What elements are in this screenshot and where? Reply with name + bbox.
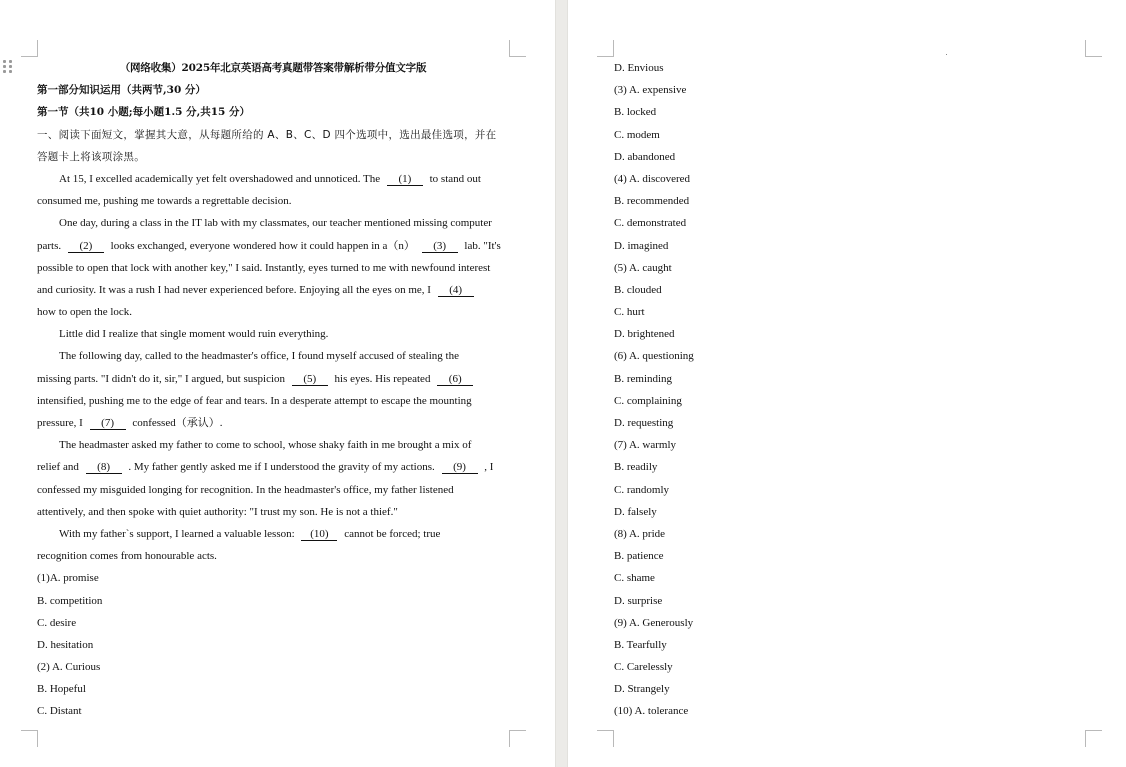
option-item: (2) A. Curious [37, 661, 101, 674]
blank-4: (4) [438, 284, 474, 297]
option-item: D. abandoned [614, 150, 676, 163]
blank-2: (2) [68, 240, 104, 253]
option-item: (1)A. promise [37, 572, 99, 585]
passage-line [37, 368, 509, 390]
passage-text: , I [484, 461, 494, 474]
instructions-line-1: 一、阅读下面短文，掌握其大意，从每题所给的 A、B、C、D 四个选项中，选出最佳选项，并在 [37, 128, 497, 141]
option-item: C. modem [614, 128, 660, 141]
passage-line: how to open the lock. [37, 306, 133, 319]
option-item: B. Hopeful [37, 683, 86, 696]
blank-1: (1) [387, 173, 423, 186]
margin-corner-bottom-right [1085, 730, 1102, 747]
margin-corner-bottom-left [597, 730, 614, 747]
option-item: C. randomly [614, 483, 669, 496]
passage-text: cannot be forced; true [344, 527, 441, 540]
option-item: (4) A. discovered [614, 172, 691, 185]
passage-text: his eyes. His repeated [334, 372, 431, 385]
passage-line: attentively, and then spoke with quiet authority: "I trust my son. He is not a thief." [37, 505, 398, 518]
option-item: (10) A. tolerance [614, 705, 689, 718]
margin-corner-top-right [1085, 40, 1102, 57]
passage-text: parts. [37, 239, 62, 252]
passage-line [37, 279, 509, 301]
blank-8: (8) [86, 461, 122, 474]
option-item: D. surprise [614, 594, 663, 607]
option-item: D. Envious [614, 62, 664, 74]
passage-line: recognition comes from honourable acts. [37, 550, 217, 563]
passage-line: intensified, pushing me to the edge of fear and tears. In a desperate attempt to escape the mounting [37, 394, 472, 407]
passage-line [37, 412, 509, 434]
option-item: B. competition [37, 594, 103, 607]
margin-corner-top-right [509, 40, 526, 57]
option-item: C. hurt [614, 306, 645, 319]
section-heading: 第一节（共10 小题;每小题1.5 分,共15 分） [37, 106, 250, 119]
option-item: C. demonstrated [614, 217, 687, 230]
passage-line: consumed me, pushing me towards a regrettable decision. [37, 195, 292, 208]
blank-7: (7) [90, 417, 126, 430]
option-item: (7) A. warmly [614, 439, 677, 452]
option-item: (6) A. questioning [614, 350, 694, 363]
margin-corner-top-left [21, 40, 38, 57]
passage-line [37, 523, 509, 545]
option-item: B. locked [614, 106, 657, 119]
passage-text: With my father`s support, I learned a valuable lesson: [59, 527, 295, 540]
option-item: C. Distant [37, 705, 82, 718]
passage-text: relief and [37, 461, 79, 474]
stray-mark [946, 54, 947, 55]
page-2-content [614, 57, 914, 723]
option-item: D. brightened [614, 328, 675, 341]
option-item: (9) A. Generously [614, 616, 694, 629]
option-item: C. Carelessly [614, 661, 673, 674]
margin-corner-top-left [597, 40, 614, 57]
blank-10: (10) [301, 528, 337, 541]
passage-text: . My father gently asked me if I understood the gravity of my actions. [128, 461, 435, 474]
passage-line [37, 456, 509, 478]
option-item: D. hesitation [37, 638, 94, 651]
option-item: B. clouded [614, 283, 662, 296]
option-item: D. requesting [614, 417, 674, 429]
option-item: (5) A. caught [614, 261, 672, 274]
blank-9: (9) [442, 461, 478, 474]
blank-3: (3) [422, 240, 458, 253]
passage-line [37, 235, 509, 257]
option-item: (3) A. expensive [614, 84, 687, 97]
passage-line: possible to open that lock with another key," I said. Instantly, eyes turned to me with newfound interest [37, 261, 491, 274]
blank-6: (6) [437, 373, 473, 386]
passage-text: confessed（承认）. [132, 417, 223, 429]
passage-line: One day, during a class in the IT lab with my classmates, our teacher mentioned missing computer [59, 217, 492, 230]
passage-text: At 15, I excelled academically yet felt overshadowed and unnoticed. The [59, 172, 381, 185]
drag-handle-icon[interactable] [3, 60, 13, 74]
passage-text: lab. "It's [464, 239, 501, 252]
page-gap [555, 0, 568, 767]
part-heading: 第一部分知识运用（共两节,30 分） [37, 84, 206, 97]
option-item: B. patience [614, 550, 664, 563]
passage-line: Little did I realize that single moment would ruin everything. [59, 328, 329, 341]
option-item: C. complaining [614, 394, 682, 407]
passage-text: missing parts. "I didn't do it, sir," I argued, but suspicion [37, 372, 286, 385]
option-item: B. Tearfully [614, 638, 667, 651]
margin-corner-bottom-right [509, 730, 526, 747]
option-item: D. falsely [614, 505, 657, 518]
passage-text: looks exchanged, everyone wondered how it could happen in a（n） [110, 239, 415, 252]
passage-line: confessed my misguided longing for recognition. In the headmaster's office, my father listened [37, 483, 454, 496]
option-item: C. shame [614, 572, 655, 585]
passage-text: pressure, I [37, 417, 83, 429]
passage-line: The following day, called to the headmaster's office, I found myself accused of stealing the [59, 350, 459, 363]
passage-text: to stand out [429, 172, 481, 185]
margin-corner-bottom-left [21, 730, 38, 747]
option-item: D. imagined [614, 239, 669, 252]
page-1-content [37, 57, 509, 723]
passage-line: The headmaster asked my father to come to school, whose shaky faith in me brought a mix of [59, 439, 472, 452]
blank-5: (5) [292, 373, 328, 386]
option-item: B. recommended [614, 195, 690, 208]
document-title: （网络收集）2025年北京英语高考真题带答案带解析带分值文字版 [119, 62, 427, 74]
option-item: B. readily [614, 461, 658, 474]
option-item: (8) A. pride [614, 527, 666, 540]
passage-line [37, 168, 509, 190]
option-item: D. Strangely [614, 683, 670, 696]
option-item: B. reminding [614, 372, 673, 385]
instructions-line-2: 答题卡上将该项涂黑。 [37, 150, 145, 163]
option-item: C. desire [37, 616, 77, 629]
passage-text: and curiosity. It was a rush I had never experienced before. Enjoying all the eyes on me, I [37, 283, 431, 296]
